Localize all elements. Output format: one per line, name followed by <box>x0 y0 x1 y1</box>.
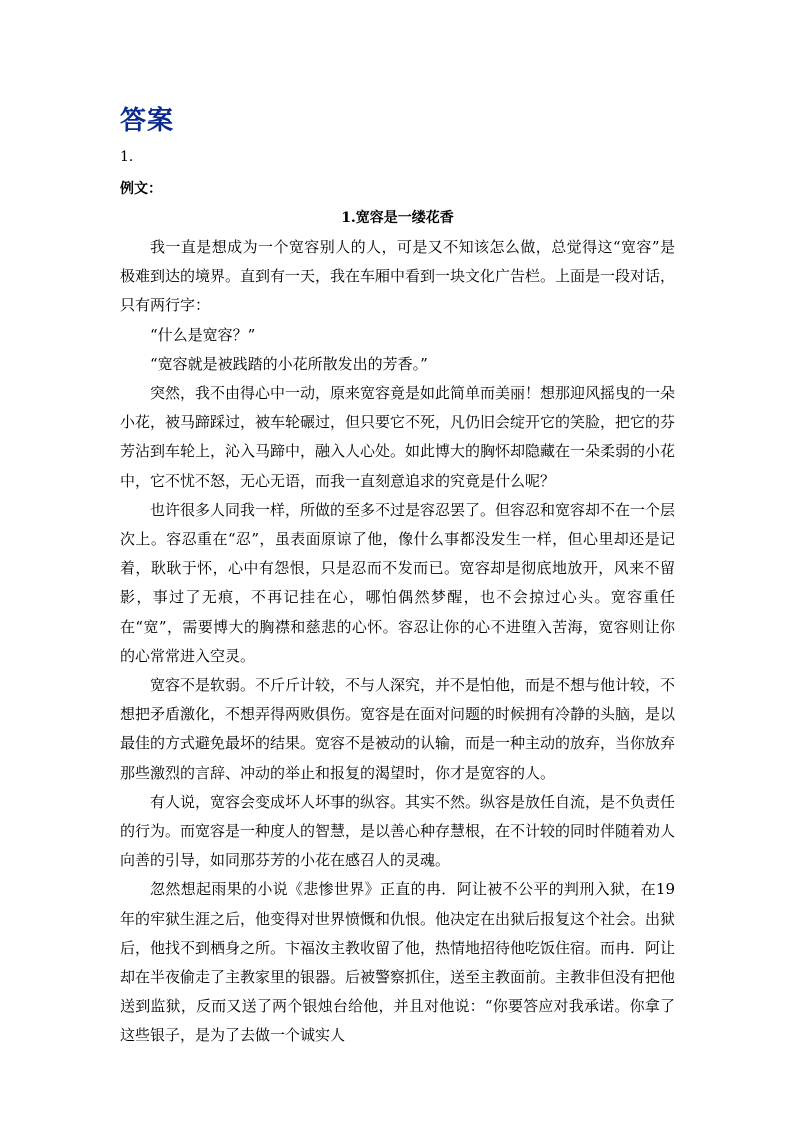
paragraph: 我一直是想成为一个宽容别人的人，可是又不知该怎么做，总觉得这“宽容”是极难到达的境界。直到有一天，我在车厢中看到一块文化广告栏。上面是一段对话，只有两行字： <box>120 238 676 315</box>
question-number: 1． <box>120 149 143 165</box>
example-label: 例文： <box>120 181 162 197</box>
paragraph: 忽然想起雨果的小说《悲惨世界》正直的冉．阿让被不公平的判刑入狱，在19年的牢狱生涯之后，他变得对世界愤慨和仇恨。他决定在出狱后报复这个社会。出狱后，他找不到栖身之所。卞福汝主教收留了他，热情地招待他吃饭住宿。而冉．阿让却在半夜偷走了主教家里的银器。后被警察抓住，送至主教面前。主教非但没有把他送到监狱，反而又送了两个银烛台给他，并且对他说：“你要答应对我承诺。你拿了这些银子，是为了去做一个诚实人 <box>120 880 676 1045</box>
paragraph: 有人说，宽容会变成坏人坏事的纵容。其实不然。纵容是放任自流，是不负责任的行为。而宽容是一种度人的智慧，是以善心种存慧根，在不计较的同时伴随着劝人向善的引导，如同那芬芳的小花在感召人的灵魂。 <box>120 792 676 870</box>
answer-heading: 答案 <box>120 106 175 136</box>
paragraph: “宽容就是被践踏的小花所散发出的芳香。” <box>150 354 428 373</box>
essay-title: 1.宽容是一缕花香 <box>341 210 454 226</box>
paragraph: 也许很多人同我一样，所做的至多不过是容忍罢了。但容忍和宽容却不在一个层次上。容忍重在“忍”，虽表面原谅了他，像什么事都没发生一样，但心里却还是记着，耿耿于怀，心中有怨恨，只是忍而不发而已。宽容却是彻底地放开，风来不留影，事过了无痕，不再记挂在心，哪怕偶然梦醒，也不会掠过心头。宽容重任在“宽”，需要博大的胸襟和慈悲的心怀。容忍让你的心不进堕入苦海，宽容则让你的心常常进入空灵。 <box>120 500 676 665</box>
paragraph: 宽容不是软弱。不斤斤计较，不与人深究，并不是怕他，而是不想与他计较，不想把矛盾激化，不想弄得两败俱伤。宽容是在面对问题的时候拥有冷静的头脑，是以最佳的方式避免最坏的结果。宽容不是被动的认输，而是一种主动的放弃，当你放弃那些激烈的言辞、冲动的举止和报复的渴望时，你才是宽容的人。 <box>120 676 676 782</box>
essay-body <box>120 233 675 1051</box>
paragraph: 突然，我不由得心中一动，原来宽容竟是如此简单而美丽！想那迎风摇曳的一朵小花，被马蹄踩过，被车轮碾过，但只要它不死，凡仍旧会绽开它的笑脸，把它的芬芳沾到车轮上，沁入马蹄中，融入人心处。如此博大的胸怀却隐藏在一朵柔弱的小花中，它不忧不怒，无心无语，而我一直刻意追求的究竟是什么呢？ <box>120 384 676 490</box>
paragraph: “什么是宽容？” <box>150 325 256 344</box>
